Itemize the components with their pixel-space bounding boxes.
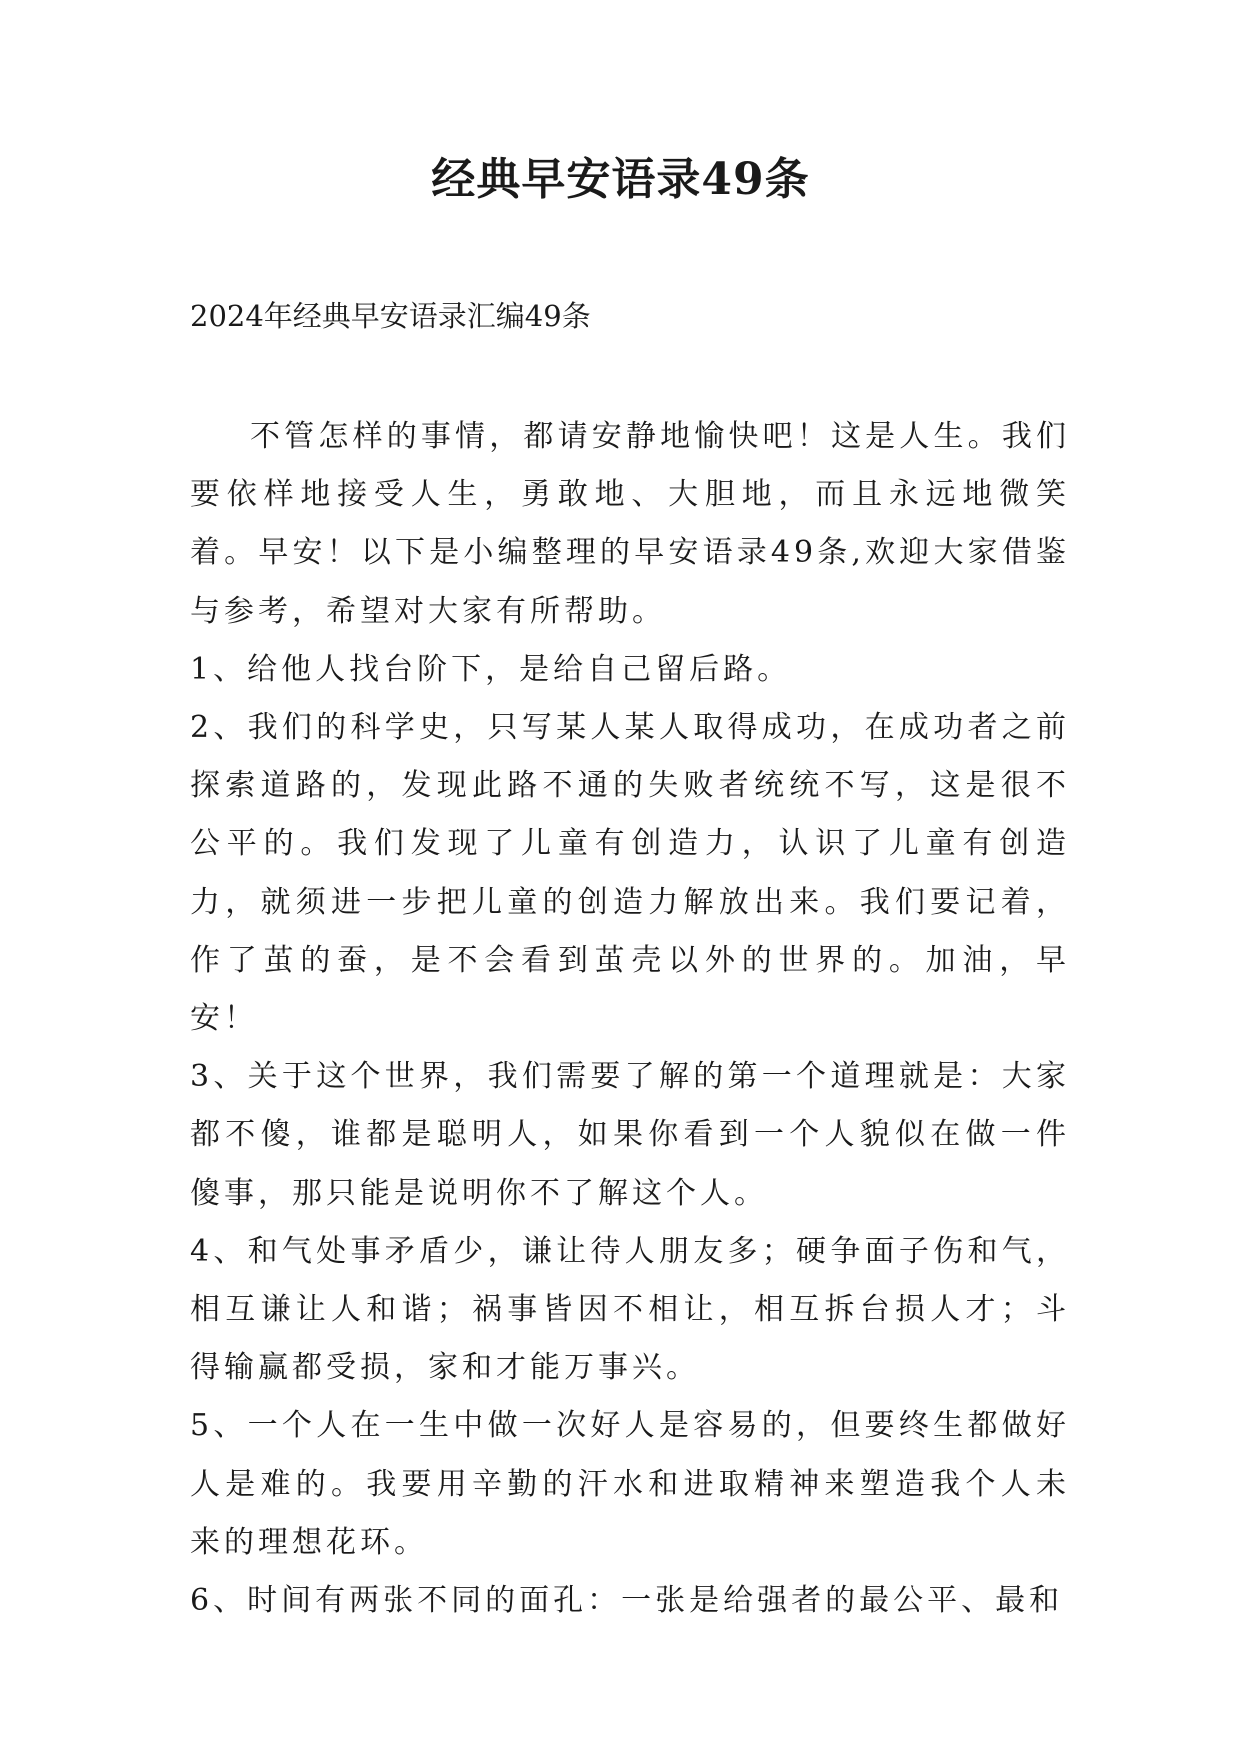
quote-item-5: 5、一个人在一生中做一次好人是容易的，但要终生都做好人是难的。我要用辛勤的汗水和进取精神来塑造我个人未来的理想花环。 — [190, 1408, 1070, 1560]
quote-item-2: 2、我们的科学史，只写某人某人取得成功，在成功者之前探索道路的，发现此路不通的失败者统统不写，这是很不公平的。我们发现了儿童有创造力，认识了儿童有创造力，就须进一步把儿童的创造力解放出来。我们要记着，作了茧的蚕，是不会看到茧壳以外的世界的。加油，早安！ — [190, 710, 1070, 1037]
quote-item-1: 1、给他人找台阶下，是给自己留后路。 — [190, 651, 792, 687]
document-subtitle: 2024年经典早安语录汇编49条 — [190, 299, 591, 333]
quote-item-6: 6、时间有两张不同的面孔：一张是给强者的最公平、最和 — [190, 1583, 1064, 1619]
intro-paragraph: 不管怎样的事情，都请安静地愉快吧！这是人生。我们要依样地接受人生，勇敢地、大胆地，而且永远地微笑着。早安！以下是小编整理的早安语录49条,欢迎大家借鉴与参考，希望对大家有所帮助。 — [190, 419, 1070, 629]
quote-item-4: 4、和气处事矛盾少，谦让待人朋友多；硬争面子伤和气，相互谦让人和谐；祸事皆因不相让，相互拆台损人才；斗得输赢都受损，家和才能万事兴。 — [190, 1233, 1070, 1386]
document-title: 经典早安语录49条 — [431, 154, 810, 205]
document-body — [190, 408, 1070, 1630]
quote-item-3: 3、关于这个世界，我们需要了解的第一个道理就是：大家都不傻，谁都是聪明人，如果你看到一个人貌似在做一件傻事，那只能是说明你不了解这个人。 — [190, 1059, 1070, 1211]
